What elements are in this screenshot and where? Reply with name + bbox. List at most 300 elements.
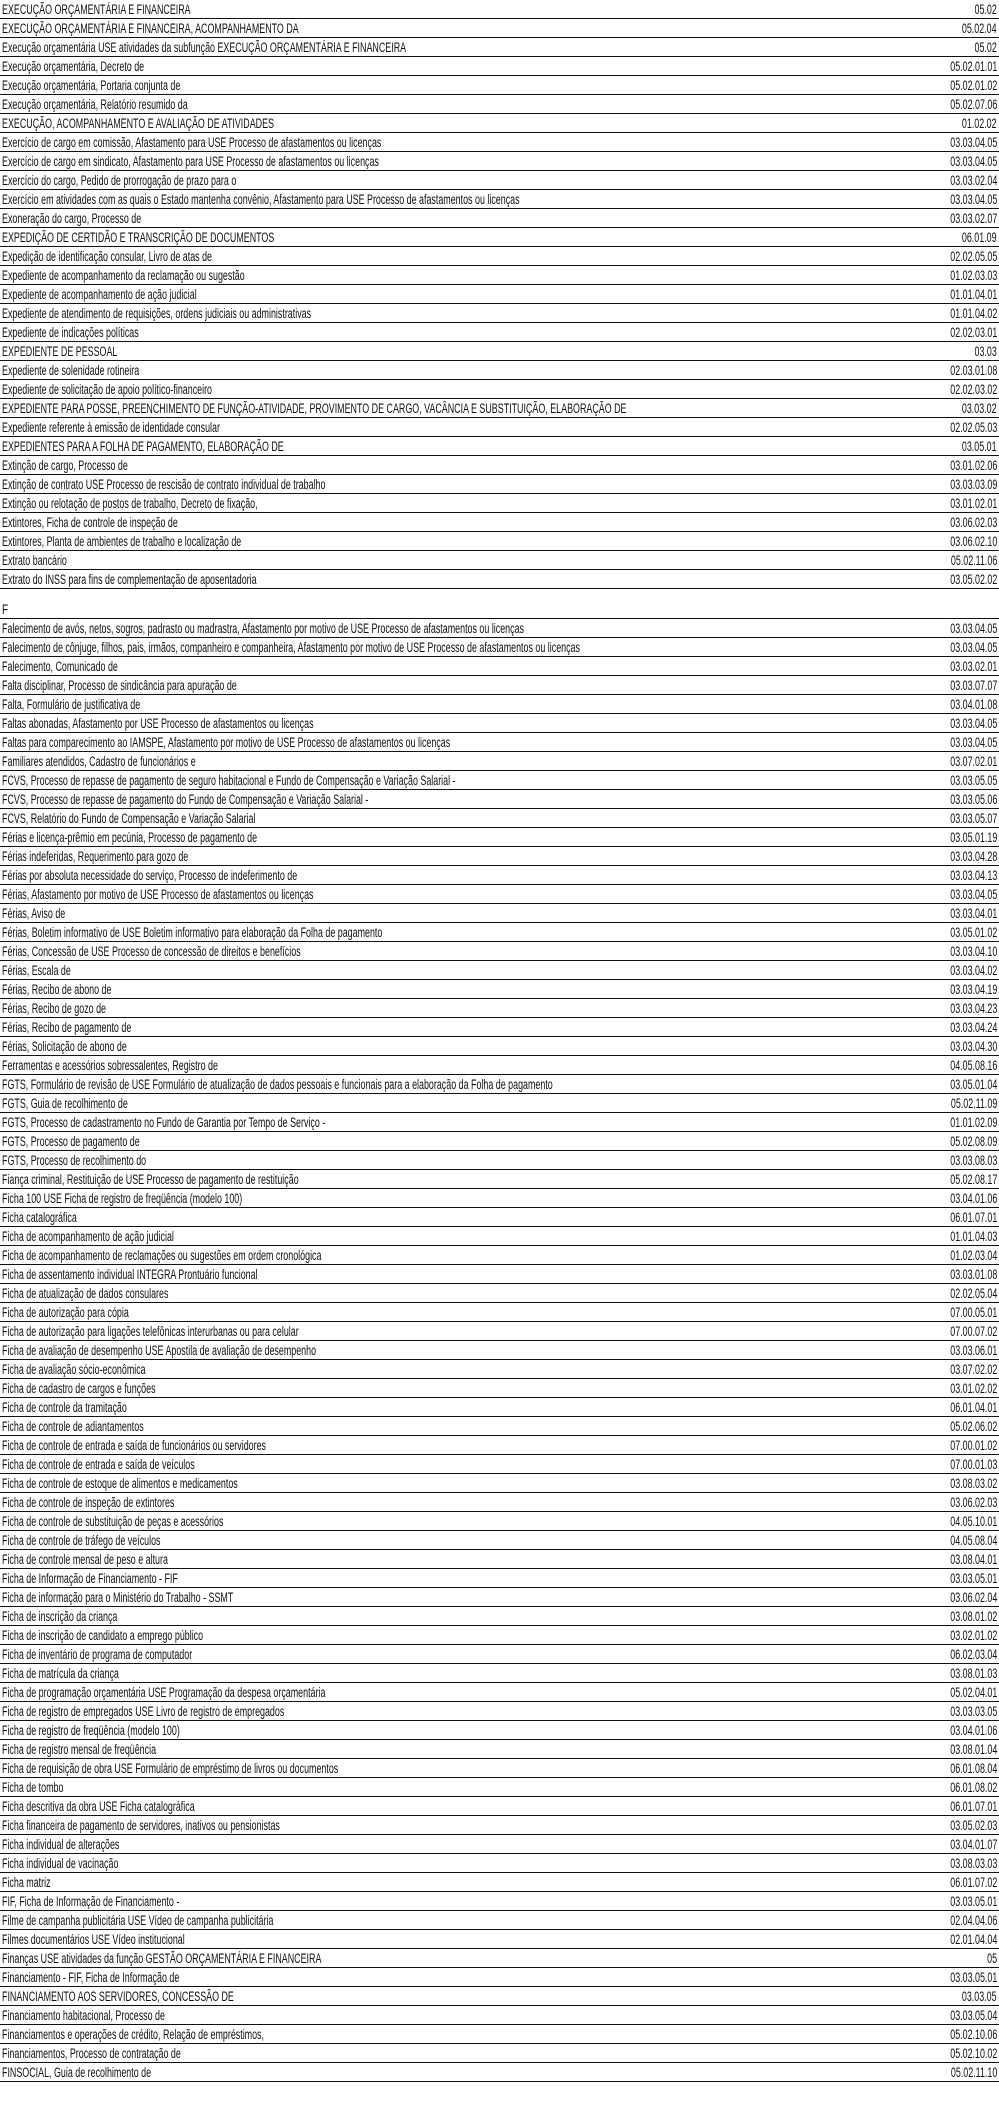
index-entry-row (0, 2044, 999, 2063)
entry-term: FGTS, Processo de recolhimento do (2, 1153, 147, 1168)
entry-classification-code: 02.02.05.05 (949, 249, 997, 264)
index-entry-row (0, 790, 999, 809)
entry-classification-code: 05.02.10.06 (949, 2027, 997, 2042)
entry-term: Expediente de atendimento de requisições, ordens judiciais ou administrativas (2, 306, 312, 321)
entry-term: FINSOCIAL, Guia de recolhimento de (2, 2065, 152, 2080)
entry-classification-code: 03.04.01.07 (949, 1837, 997, 1852)
index-entry-row (0, 1607, 999, 1626)
entry-classification-code: 01.01.04.03 (949, 1229, 997, 1244)
entry-term: EXECUÇÃO ORÇAMENTÁRIA E FINANCEIRA, ACOMPANHAMENTO DA (2, 21, 299, 36)
entry-classification-code: 02.03.01.08 (949, 363, 997, 378)
entry-term: Faltas abonadas, Afastamento por USE Processo de afastamentos ou licenças (2, 716, 314, 731)
index-entry-row (0, 638, 999, 657)
entry-term: Ficha de assentamento individual INTEGRA Prontuário funcional (2, 1267, 258, 1282)
entry-term: Ficha de Informação de Financiamento - FIF (2, 1571, 178, 1586)
entry-classification-code: 03.05.01 (962, 439, 997, 454)
entry-classification-code: 05.02.08.17 (949, 1172, 997, 1187)
entry-term: Extinção de cargo, Processo de (2, 458, 128, 473)
index-entry-row (0, 1816, 999, 1835)
entry-term: Férias por absoluta necessidade do serviço, Processo de indeferimento de (2, 868, 298, 883)
entry-term: Expedição de identificação consular, Livro de atas de (2, 249, 213, 264)
index-entry-row (0, 752, 999, 771)
index-entry-row (0, 619, 999, 638)
entry-classification-code: 02.02.05.03 (949, 420, 997, 435)
entry-classification-code: 03.03.04.19 (949, 982, 997, 997)
entry-term: Férias, Solicitação de abono de (2, 1039, 127, 1054)
entry-classification-code: 01.02.03.04 (949, 1248, 997, 1263)
index-entry-row (0, 923, 999, 942)
index-entry-row (0, 1759, 999, 1778)
index-entry-row (0, 1531, 999, 1550)
index-entry-row (0, 1151, 999, 1170)
entry-term: FGTS, Guia de recolhimento de (2, 1096, 128, 1111)
entry-classification-code: 03.08.01.02 (949, 1609, 997, 1624)
index-entry-row (0, 1930, 999, 1949)
entry-term: Ficha catalográfica (2, 1210, 77, 1225)
index-entry-row (0, 1322, 999, 1341)
entry-term: Ficha de registro de empregados USE Livro de registro de empregados (2, 1704, 285, 1719)
entry-classification-code: 06.02.03.04 (949, 1647, 997, 1662)
index-entry-row (0, 494, 999, 513)
index-entry-row (0, 1702, 999, 1721)
entry-term: Ficha de acompanhamento de ação judicial (2, 1229, 174, 1244)
index-entry-row (0, 904, 999, 923)
entry-term: FGTS, Processo de cadastramento no Fundo de Garantia por Tempo de Serviço - (2, 1115, 326, 1130)
index-entry-row (0, 1645, 999, 1664)
entry-classification-code: 03.01.02.02 (949, 1381, 997, 1396)
entry-term: Extinção de contrato USE Processo de rescisão de contrato individual de trabalho (2, 477, 326, 492)
entry-term: Ficha de atualização de dados consulares (2, 1286, 169, 1301)
index-entry-row (0, 285, 999, 304)
entry-term: Financiamentos e operações de crédito, Relação de empréstimos, (2, 2027, 264, 2042)
entry-term: EXPEDIÇÃO DE CERTIDÃO E TRANSCRIÇÃO DE DOCUMENTOS (2, 230, 275, 245)
entry-classification-code: 03.05.01.19 (949, 830, 997, 845)
entry-term: Ficha de controle de entrada e saída de funcionários ou servidores (2, 1438, 266, 1453)
entry-term: FCVS, Processo de repasse de pagamento de seguro habitacional e Fundo de Compensação e Variação Salarial - (2, 773, 456, 788)
index-entry-row (0, 399, 999, 418)
entry-term: Ficha de registro de freqüência (modelo 100) (2, 1723, 180, 1738)
entry-classification-code: 02.02.03.01 (949, 325, 997, 340)
entry-term: Falecimento de avós, netos, sogros, padrasto ou madrastra, Afastamento por motivo de USE Processo de afastamentos ou licenças (2, 621, 525, 636)
entry-term: Ficha descritiva da obra USE Ficha catalográfica (2, 1799, 195, 1814)
entry-term: Ficha de controle da tramitação (2, 1400, 127, 1415)
entry-term: Ficha de tombo (2, 1780, 64, 1795)
entry-classification-code: 03.08.04.01 (949, 1552, 997, 1567)
index-entry-row (0, 1341, 999, 1360)
index-entry-row (0, 1797, 999, 1816)
entry-classification-code: 03.03.05.01 (949, 1970, 997, 1985)
index-entry-row (0, 1968, 999, 1987)
entry-term: FINANCIAMENTO AOS SERVIDORES, CONCESSÃO DE (2, 1989, 234, 2004)
section-letter: F (2, 601, 8, 617)
entry-term: Férias, Recibo de abono de (2, 982, 112, 997)
entry-term: Fiança criminal, Restituição de USE Processo de pagamento de restituição (2, 1172, 299, 1187)
entry-classification-code: 05.02.04 (962, 21, 997, 36)
entry-classification-code: 05.02.07.06 (949, 97, 997, 112)
index-entry-row (0, 114, 999, 133)
entry-classification-code: 03.03.04.05 (949, 135, 997, 150)
entry-classification-code: 03.03.05.07 (949, 811, 997, 826)
entry-classification-code: 03.06.02.04 (949, 1590, 997, 1605)
entry-classification-code: 02.02.05.04 (949, 1286, 997, 1301)
index-entry-row (0, 76, 999, 95)
entry-term: Férias, Aviso de (2, 906, 66, 921)
entry-term: Extintores, Ficha de controle de inspeção de (2, 515, 178, 530)
index-entry-row (0, 456, 999, 475)
entry-classification-code: 03.03.04.01 (949, 906, 997, 921)
entry-classification-code: 03.03.04.05 (949, 716, 997, 731)
index-entry-row (0, 1550, 999, 1569)
entry-term: Extrato do INSS para fins de complementação de aposentadoria (2, 572, 257, 587)
index-entry-row (0, 1949, 999, 1968)
entry-term: EXPEDIENTES PARA A FOLHA DE PAGAMENTO, ELABORAÇÃO DE (2, 439, 284, 454)
index-entry-row (0, 1778, 999, 1797)
entry-term: Ficha de controle de entrada e saída de veículos (2, 1457, 195, 1472)
index-entry-row (0, 19, 999, 38)
entry-term: Falta disciplinar, Processo de sindicância para apuração de (2, 678, 237, 693)
entry-classification-code: 03.03.05 (962, 1989, 997, 2004)
index-entry-row (0, 1018, 999, 1037)
entry-term: Execução orçamentária, Decreto de (2, 59, 145, 74)
entry-classification-code: 06.01.07.01 (949, 1799, 997, 1814)
entry-classification-code: 06.01.08.02 (949, 1780, 997, 1795)
entry-term: Exercício do cargo, Pedido de prorrogação de prazo para o (2, 173, 237, 188)
entry-term: Ficha matriz (2, 1875, 51, 1890)
entry-classification-code: 03.03.04.30 (949, 1039, 997, 1054)
entry-classification-code: 03.06.02.10 (949, 534, 997, 549)
index-entry-row (0, 1873, 999, 1892)
index-entry-row (0, 1835, 999, 1854)
entry-term: Filme de campanha publicitária USE Vídeo de campanha publicitária (2, 1913, 274, 1928)
entry-classification-code: 03.03.04.13 (949, 868, 997, 883)
index-entry-row (0, 1493, 999, 1512)
entry-term: Falta, Formulário de justificativa de (2, 697, 141, 712)
entry-term: FCVS, Relatório do Fundo de Compensação e Variação Salarial (2, 811, 256, 826)
index-entry-row (0, 380, 999, 399)
entry-term: Exercício de cargo em sindicato, Afastamento para USE Processo de afastamentos ou licenças (2, 154, 379, 169)
entry-classification-code: 05.02.11.10 (950, 2065, 997, 2080)
entry-classification-code: 07.00.01.03 (949, 1457, 997, 1472)
entry-classification-code: 03.03.02.01 (949, 659, 997, 674)
entry-classification-code: 05.02.08.09 (949, 1134, 997, 1149)
entry-term: EXECUÇÃO, ACOMPANHAMENTO E AVALIAÇÃO DE ATIVIDADES (2, 116, 274, 131)
entry-term: Ficha individual de alterações (2, 1837, 120, 1852)
index-entry-row (0, 133, 999, 152)
entry-classification-code: 03.06.02.03 (949, 1495, 997, 1510)
entry-classification-code: 03.04.01.06 (949, 1191, 997, 1206)
entry-classification-code: 01.01.04.01 (949, 287, 997, 302)
entry-term: EXECUÇÃO ORÇAMENTÁRIA E FINANCEIRA (2, 2, 191, 17)
entry-term: Férias, Concessão de USE Processo de concessão de direitos e benefícios (2, 944, 301, 959)
entry-classification-code: 07.00.01.02 (949, 1438, 997, 1453)
entry-classification-code: 03.03.03.05 (949, 1704, 997, 1719)
entry-term: EXPEDIENTE PARA POSSE, PREENCHIMENTO DE FUNÇÃO-ATIVIDADE, PROVIMENTO DE CARGO, VACÂNCIA E SUBSTITUIÇÃO, ELABORAÇÃO DE (2, 401, 627, 416)
entry-classification-code: 05.02.06.02 (949, 1419, 997, 1434)
index-entry-row (0, 1360, 999, 1379)
entry-term: Ficha de inscrição de candidato a emprego público (2, 1628, 204, 1643)
entry-classification-code: 03.03.04.05 (949, 887, 997, 902)
entry-classification-code: 05.02.01.02 (949, 78, 997, 93)
entry-classification-code: 03.03.06.01 (949, 1343, 997, 1358)
index-entry-row (0, 247, 999, 266)
entry-term: Falecimento de cônjuge, filhos, pais, irmãos, companheiro e companheira, Afastamento por motivo de USE Processo de afastamentos ou licenças (2, 640, 580, 655)
entry-term: FIF, Ficha de Informação de Financiamento - (2, 1894, 180, 1909)
entry-classification-code: 03.03.03.09 (949, 477, 997, 492)
entry-term: Expediente de acompanhamento de ação judicial (2, 287, 197, 302)
entry-term: Ficha de requisição de obra USE Formulário de empréstimo de livros ou documentos (2, 1761, 339, 1776)
index-section (0, 0, 999, 589)
entry-classification-code: 03.03.04.05 (949, 154, 997, 169)
entry-classification-code: 03.03.04.05 (949, 192, 997, 207)
entry-term: FGTS, Formulário de revisão de USE Formulário de atualização de dados pessoais e funcionais para a elaboração da Folha de pagamento (2, 1077, 553, 1092)
entry-classification-code: 05.02.01.01 (949, 59, 997, 74)
entry-classification-code: 06.01.09 (962, 230, 997, 245)
entry-classification-code: 03.03.05.05 (949, 773, 997, 788)
index-entry-row (0, 1512, 999, 1531)
entry-classification-code: 05.02 (974, 2, 997, 17)
entry-term: Expediente de indicações políticas (2, 325, 139, 340)
index-entry-row (0, 2025, 999, 2044)
index-entry-row (0, 304, 999, 323)
entry-classification-code: 03.04.01.06 (949, 1723, 997, 1738)
index-entry-row (0, 1892, 999, 1911)
entry-term: Ficha de matrícula da criança (2, 1666, 119, 1681)
index-entry-row (0, 1227, 999, 1246)
entry-term: Expediente de solicitação de apoio político-financeiro (2, 382, 213, 397)
entry-term: Férias, Recibo de pagamento de (2, 1020, 132, 1035)
entry-classification-code: 03.03.01.08 (949, 1267, 997, 1282)
index-entry-row (0, 847, 999, 866)
entry-classification-code: 01.02.03.03 (949, 268, 997, 283)
index-entry-row (0, 695, 999, 714)
entry-classification-code: 03.05.02.03 (949, 1818, 997, 1833)
entry-term: Expediente de acompanhamento da reclamação ou sugestão (2, 268, 245, 283)
entry-term: Familiares atendidos, Cadastro de funcionários e (2, 754, 196, 769)
index-entry-row (0, 809, 999, 828)
index-entry-row (0, 1075, 999, 1094)
entry-term: Férias e licença-prêmio em pecúnia, Processo de pagamento de (2, 830, 258, 845)
entry-classification-code: 03.08.01.03 (949, 1666, 997, 1681)
entry-classification-code: 04.05.10.01 (949, 1514, 997, 1529)
entry-classification-code: 03.05.01.04 (949, 1077, 997, 1092)
index-entry-row (0, 828, 999, 847)
index-entry-row (0, 0, 999, 19)
index-entry-row (0, 1455, 999, 1474)
index-entry-row (0, 209, 999, 228)
entry-classification-code: 05 (987, 1951, 997, 1966)
entry-classification-code: 03.03.04.05 (949, 640, 997, 655)
entry-classification-code: 03.08.03.02 (949, 1476, 997, 1491)
entry-term: Ficha de controle de substituição de peças e acessórios (2, 1514, 224, 1529)
entry-classification-code: 03.03.04.24 (949, 1020, 997, 1035)
index-entry-row (0, 1588, 999, 1607)
index-entry-row (0, 1208, 999, 1227)
entry-term: FGTS, Processo de pagamento de (2, 1134, 140, 1149)
entry-term: EXPEDIENTE DE PESSOAL (2, 344, 118, 359)
entry-classification-code: 03.03.04.10 (949, 944, 997, 959)
entry-classification-code: 03.03.05.06 (949, 792, 997, 807)
entry-term: Ficha financeira de pagamento de servidores, inativos ou pensionistas (2, 1818, 280, 1833)
entry-classification-code: 03.02.01.02 (949, 1628, 997, 1643)
entry-term: Ficha de controle de inspeção de extintores (2, 1495, 175, 1510)
index-entry-row (0, 95, 999, 114)
entry-classification-code: 03.03.02 (962, 401, 997, 416)
entry-term: Financiamentos, Processo de contratação de (2, 2046, 181, 2061)
index-entry-row (0, 1740, 999, 1759)
entry-term: Execução orçamentária, Relatório resumido da (2, 97, 188, 112)
index-entry-row (0, 1094, 999, 1113)
entry-classification-code: 01.01.02.09 (949, 1115, 997, 1130)
entry-classification-code: 03.03.02.07 (949, 211, 997, 226)
entry-term: Ficha de informação para o Ministério do Trabalho - SSMT (2, 1590, 234, 1605)
index-entry-row (0, 228, 999, 247)
entry-classification-code: 05.02.10.02 (949, 2046, 997, 2061)
entry-term: Ficha de acompanhamento de reclamações ou sugestões em ordem cronológica (2, 1248, 322, 1263)
entry-term: Execução orçamentária USE atividades da subfunção EXECUÇÃO ORÇAMENTÁRIA E FINANCEIRA (2, 40, 407, 55)
entry-term: Ferramentas e acessórios sobressalentes, Registro de (2, 1058, 218, 1073)
entry-term: Extinção ou relotação de postos de trabalho, Decreto de fixação, (2, 496, 258, 511)
entry-classification-code: 05.02.11.09 (950, 1096, 997, 1111)
entry-classification-code: 03.03.05.04 (949, 2008, 997, 2023)
index-entry-row (0, 418, 999, 437)
index-entry-row (0, 57, 999, 76)
entry-term: Exercício em atividades com as quais o Estado mantenha convênio, Afastamento para USE Processo de afastamentos ou licenças (2, 192, 520, 207)
entry-classification-code: 05.02.11.06 (950, 553, 997, 568)
index-entry-row (0, 1303, 999, 1322)
entry-classification-code: 03.03.07.07 (949, 678, 997, 693)
entry-term: Férias, Escala de (2, 963, 71, 978)
entry-classification-code: 04.05.08.16 (949, 1058, 997, 1073)
entry-classification-code: 03.05.02.02 (949, 572, 997, 587)
entry-classification-code: 01.01.04.02 (949, 306, 997, 321)
entry-term: Extintores, Planta de ambientes de trabalho e localização de (2, 534, 242, 549)
index-entry-row (0, 1721, 999, 1740)
entry-term: Ficha de autorização para ligações telefônicas interurbanas ou para celular (2, 1324, 299, 1339)
entry-term: Finanças USE atividades da função GESTÃO ORÇAMENTÁRIA E FINANCEIRA (2, 1951, 322, 1966)
index-entry-row (0, 1911, 999, 1930)
index-entry-row (0, 999, 999, 1018)
index-entry-row (0, 1664, 999, 1683)
entry-classification-code: 03.03.04.05 (949, 735, 997, 750)
index-entry-row (0, 266, 999, 285)
entry-classification-code: 03.06.02.03 (949, 515, 997, 530)
index-entry-row (0, 437, 999, 456)
entry-term: Exercício de cargo em comissão, Afastamento para USE Processo de afastamentos ou licenças (2, 135, 382, 150)
index-entry-row (0, 2006, 999, 2025)
index-entry-row (0, 513, 999, 532)
index-entry-row (0, 657, 999, 676)
entry-classification-code: 03.03.05.01 (949, 1894, 997, 1909)
index-entry-row (0, 676, 999, 695)
entry-term: Ficha de inscrição da criança (2, 1609, 118, 1624)
index-entry-row (0, 942, 999, 961)
entry-term: Ficha de avaliação de desempenho USE Apostila de avaliação de desempenho (2, 1343, 317, 1358)
entry-classification-code: 02.02.03.02 (949, 382, 997, 397)
entry-classification-code: 03.03.04.23 (949, 1001, 997, 1016)
index-entry-row (0, 342, 999, 361)
index-entry-row (0, 38, 999, 57)
index-entry-row (0, 190, 999, 209)
section-letter-heading (0, 600, 999, 619)
entry-classification-code: 03.03.04.02 (949, 963, 997, 978)
entry-classification-code: 03.05.01.02 (949, 925, 997, 940)
entry-term: Ficha de controle de estoque de alimentos e medicamentos (2, 1476, 238, 1491)
entry-term: Falecimento, Comunicado de (2, 659, 118, 674)
index-entry-row (0, 2063, 999, 2082)
index-entry-row (0, 1113, 999, 1132)
entry-term: Férias, Afastamento por motivo de USE Processo de afastamentos ou licenças (2, 887, 314, 902)
entry-classification-code: 01.02.02 (962, 116, 997, 131)
entry-term: Férias, Boletim informativo de USE Boletim informativo para elaboração da Folha de pagamento (2, 925, 383, 940)
entry-term: Faltas para comparecimento ao IAMSPE, Afastamento por motivo de USE Processo de afastamentos ou licenças (2, 735, 451, 750)
index-entry-row (0, 570, 999, 589)
entry-term: Extrato bancário (2, 553, 67, 568)
index-entry-row (0, 1398, 999, 1417)
entry-term: Férias, Recibo de gozo de (2, 1001, 107, 1016)
entry-term: Ficha individual de vacinação (2, 1856, 119, 1871)
index-entry-row (0, 1379, 999, 1398)
index-section (0, 600, 999, 2082)
index-entry-row (0, 1037, 999, 1056)
entry-term: Financiamento habitacional, Processo de (2, 2008, 165, 2023)
entry-classification-code: 03.01.02.06 (949, 458, 997, 473)
index-entry-row (0, 1417, 999, 1436)
entry-classification-code: 06.01.08.04 (949, 1761, 997, 1776)
entry-term: Exoneração do cargo, Processo de (2, 211, 142, 226)
index-entry-row (0, 1170, 999, 1189)
entry-term: Ficha de avaliação sócio-econômica (2, 1362, 146, 1377)
index-entry-row (0, 1132, 999, 1151)
index-entry-row (0, 1284, 999, 1303)
entry-classification-code: 07.00.05.01 (949, 1305, 997, 1320)
entry-classification-code: 03.03 (974, 344, 997, 359)
entry-classification-code: 06.01.07.01 (949, 1210, 997, 1225)
index-entry-row (0, 171, 999, 190)
index-entry-row (0, 1683, 999, 1702)
index-entry-row (0, 1056, 999, 1075)
entry-term: Expediente referente à emissão de identidade consular (2, 420, 220, 435)
entry-term: Ficha de inventário de programa de computador (2, 1647, 193, 1662)
entry-classification-code: 02.04.04.06 (949, 1913, 997, 1928)
entry-term: Ficha de programação orçamentária USE Programação da despesa orçamentária (2, 1685, 326, 1700)
entry-classification-code: 07.00.07.02 (949, 1324, 997, 1339)
entry-term: Ficha de cadastro de cargos e funções (2, 1381, 156, 1396)
entry-classification-code: 03.07.02.02 (949, 1362, 997, 1377)
entry-term: Ficha de controle de tráfego de veículos (2, 1533, 161, 1548)
index-entry-row (0, 1569, 999, 1588)
index-entry-row (0, 980, 999, 999)
index-entry-row (0, 1474, 999, 1493)
index-entry-row (0, 1987, 999, 2006)
entry-classification-code: 03.03.08.03 (949, 1153, 997, 1168)
index-entry-row (0, 714, 999, 733)
entry-classification-code: 03.03.04.28 (949, 849, 997, 864)
entry-classification-code: 03.03.04.05 (949, 621, 997, 636)
index-entry-row (0, 551, 999, 570)
index-entry-row (0, 733, 999, 752)
index-entry-row (0, 885, 999, 904)
entry-classification-code: 03.01.02.01 (949, 496, 997, 511)
index-entry-row (0, 1265, 999, 1284)
index-entry-row (0, 866, 999, 885)
entry-term: Execução orçamentária, Portaria conjunta de (2, 78, 181, 93)
entry-classification-code: 03.08.03.03 (949, 1856, 997, 1871)
entry-classification-code: 03.03.02.04 (949, 173, 997, 188)
index-entry-row (0, 532, 999, 551)
index-entry-row (0, 1189, 999, 1208)
entry-classification-code: 05.02 (974, 40, 997, 55)
index-entry-row (0, 961, 999, 980)
